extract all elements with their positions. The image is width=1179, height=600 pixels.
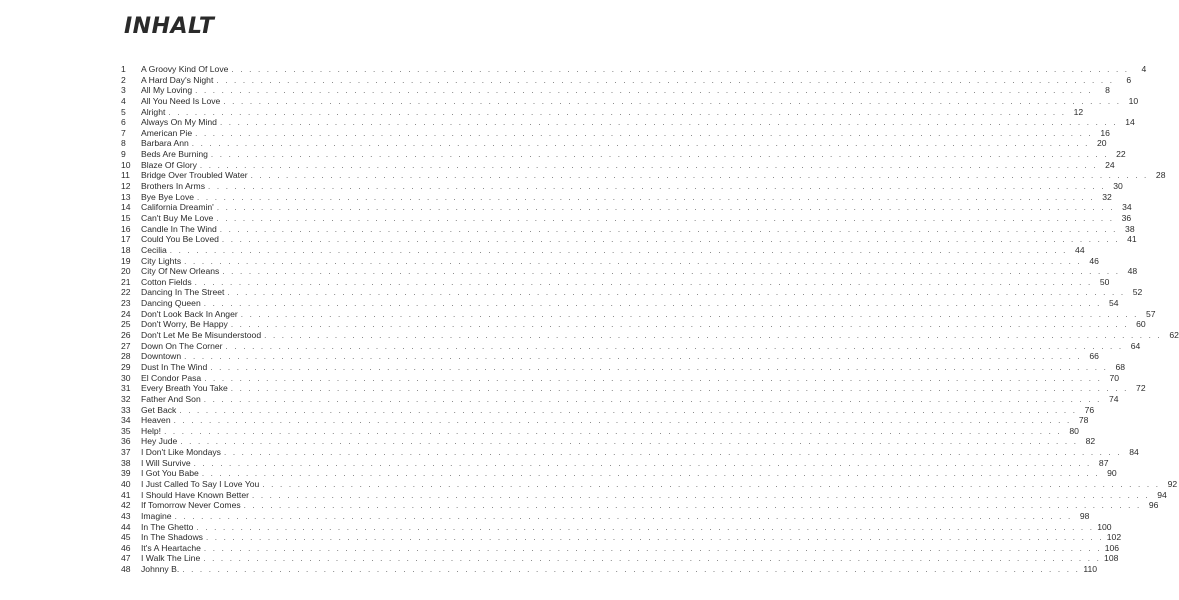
entry-number: 35 — [121, 425, 131, 436]
entry-number: 36 — [121, 436, 131, 447]
dot-leader: . . . . . . . . . . . . . . . . . . . . . . . . . . . . . . . . . . . . . . . . . . . . . . . . . . . . . . . . . . . . . . . . . . . . . . . . . . . . . . . . . . . . . . . . . . . . . . . . . . . . . . — [227, 288, 1126, 298]
entry-number: 2 — [121, 74, 126, 85]
entry-page-number: 102 — [1106, 532, 1122, 543]
entry-number: 31 — [121, 383, 131, 394]
dot-leader: . . . . . . . . . . . . . . . . . . . . . . . . . . . . . . . . . . . . . . . . . . . . . . . . . . . . . . . . . . . . . . . . . . . . . . . . . . . . . . . . . . . . . . . . . . . . . . . . . . . . . . — [231, 65, 1130, 74]
dot-leader: . . . . . . . . . . . . . . . . . . . . . . . . . . . . . . . . . . . . . . . . . . . . . . . . . . . . . . . . . . . . . . . . . . . . . . . . . . . . . . . . . . . . . . . . . . . . . . . . . . . . . . — [230, 320, 1129, 330]
entry-title: California Dreamin' — [141, 202, 214, 213]
entry-title: A Groovy Kind Of Love — [141, 64, 229, 74]
toc-entry — [121, 500, 1159, 511]
toc-entry — [121, 276, 1110, 288]
entry-page-number: 110 — [1083, 564, 1098, 575]
table-of-contents — [121, 64, 1179, 575]
entry-title: Candle In The Wind — [141, 223, 217, 234]
entry-title: Don't Worry, Be Happy — [141, 319, 228, 330]
dot-leader: . . . . . . . . . . . . . . . . . . . . . . . . . . . . . . . . . . . . . . . . . . . . . . . . . . . . . . . . . . . . . . . . . . . . . . . . . . . . . . . . . . . . . . . . . . . . . . . . . . . . . . — [195, 86, 1093, 96]
entry-page-number: 6 — [1126, 74, 1132, 85]
entry-number: 15 — [121, 212, 131, 223]
entry-title: I Walk The Line — [141, 553, 201, 564]
entry-title: Johnny B. — [141, 564, 180, 575]
entry-number: 13 — [121, 191, 131, 202]
toc-entry — [121, 393, 1119, 405]
dot-leader: . . . . . . . . . . . . . . . . . . . . . . . . . . . . . . . . . . . . . . . . . . . . . . . . . . . . . . . . . . . . . . . . . . . . . . . . . . . . . . . . . . . . . . . . . . . . . . . . . . . . . . — [208, 182, 1106, 192]
entry-number: 48 — [121, 564, 131, 575]
dot-leader: . . . . . . . . . . . . . . . . . . . . . . . . . . . . . . . . . . . . . . . . . . . . . . . . . . . . . . . . . . . . . . . . . . . . . . . . . . . . . . . . . . . . . . . . . . . . . . . . . . . . . . — [179, 405, 1078, 415]
entry-page-number: 38 — [1125, 223, 1135, 234]
entry-page-number: 80 — [1069, 425, 1079, 436]
toc-entry — [121, 159, 1115, 171]
entry-number: 40 — [121, 478, 131, 489]
entry-page-number: 106 — [1104, 542, 1120, 553]
toc-entry — [121, 191, 1112, 203]
entry-title: American Pie — [141, 127, 193, 138]
dot-leader: . . . . . . . . . . . . . . . . . . . . . . . . . . . . . . . . . . . . . . . . . . . . . . . . . . . . . . . . . . . . . . . . . . . . . . . . . . . . . . . . . . . . . . . . . . . . . . . . . . . . . . — [182, 565, 1081, 575]
toc-entry — [121, 138, 1107, 149]
entry-number: 19 — [121, 255, 131, 266]
dot-leader: . . . . . . . . . . . . . . . . . . . . . . . . . . . . . . . . . . . . . . . . . . . . . . . . . . . . . . . . . . . . . . . . . . . . . . . . . . . . . . . . . . . . . . . . . . . . . . . . . . . . . . — [225, 341, 1124, 351]
entry-page-number: 8 — [1105, 85, 1110, 96]
entry-title: I Just Called To Say I Love You — [141, 478, 260, 489]
entry-page-number: 28 — [1155, 170, 1166, 181]
dot-leader: . . . . . . . . . . . . . . . . . . . . . . . . . . . . . . . . . . . . . . . . . . . . . . . . . . . . . . . . . . . . . . . . . . . . . . . . . . . . . . . . . . . . . . . . . . . . . . . . . . . . . . — [221, 235, 1120, 245]
toc-entry — [121, 298, 1119, 309]
entry-page-number: 50 — [1099, 276, 1110, 287]
entry-title: Always On My Mind — [141, 117, 217, 128]
entry-page-number: 70 — [1109, 372, 1120, 383]
toc-entry — [121, 212, 1132, 224]
entry-number: 28 — [121, 351, 131, 362]
toc-entry — [121, 95, 1139, 107]
toc-entry — [121, 489, 1167, 501]
entry-page-number: 72 — [1136, 383, 1146, 394]
dot-leader: . . . . . . . . . . . . . . . . . . . . . . . . . . . . . . . . . . . . . . . . . . . . . . . . . . . . . . . . . . . . . . . . . . . . . . . . . . . . . . . . . . . . . . . . . . . . . . . . . . . . . . — [168, 107, 1067, 117]
dot-leader: . . . . . . . . . . . . . . . . . . . . . . . . . . . . . . . . . . . . . . . . . . . . . . . . . . . . . . . . . . . . . . . . . . . . . . . . . . . . . . . . . . . . . . . . . . . . . . . . . . . . . . — [223, 448, 1122, 458]
entry-page-number: 92 — [1167, 478, 1178, 489]
entry-page-number: 52 — [1132, 287, 1143, 298]
entry-title: Dust In The Wind — [141, 361, 208, 372]
toc-entry — [121, 117, 1135, 128]
dot-leader: . . . . . . . . . . . . . . . . . . . . . . . . . . . . . . . . . . . . . . . . . . . . . . . . . . . . . . . . . . . . . . . . . . . . . . . . . . . . . . . . . . . . . . . . . . . . . . . . . . . . . . — [180, 437, 1079, 447]
entry-number: 39 — [121, 468, 131, 479]
dot-leader: . . . . . . . . . . . . . . . . . . . . . . . . . . . . . . . . . . . . . . . . . . . . . . . . . . . . . . . . . . . . . . . . . . . . . . . . . . . . . . . . . . . . . . . . . . . . . . . . . . . . . . — [251, 490, 1150, 500]
entry-number: 14 — [121, 202, 131, 213]
entry-page-number: 4 — [1141, 64, 1147, 74]
entry-title: Blaze Of Glory — [141, 159, 197, 170]
toc-entry — [121, 372, 1120, 384]
dot-leader: . . . . . . . . . . . . . . . . . . . . . . . . . . . . . . . . . . . . . . . . . . . . . . . . . . . . . . . . . . . . . . . . . . . . . . . . . . . . . . . . . . . . . . . . . . . . . . . . . . . . . . — [196, 522, 1095, 532]
entry-page-number: 36 — [1121, 212, 1132, 223]
dot-leader: . . . . . . . . . . . . . . . . . . . . . . . . . . . . . . . . . . . . . . . . . . . . . . . . . . . . . . . . . . . . . . . . . . . . . . . . . . . . . . . . . . . . . . . . . . . . . . . . . . . . . . — [210, 150, 1109, 160]
dot-leader: . . . . . . . . . . . . . . . . . . . . . . . . . . . . . . . . . . . . . . . . . . . . . . . . . . . . . . . . . . . . . . . . . . . . . . . . . . . . . . . . . . . . . . . . . . . . . . . . . . . . . . — [203, 543, 1102, 553]
entry-page-number: 84 — [1129, 447, 1139, 458]
dot-leader: . . . . . . . . . . . . . . . . . . . . . . . . . . . . . . . . . . . . . . . . . . . . . . . . . . . . . . . . . . . . . . . . . . . . . . . . . . . . . . . . . . . . . . . . . . . . . . . . . . . . . . — [195, 128, 1093, 138]
dot-leader: . . . . . . . . . . . . . . . . . . . . . . . . . . . . . . . . . . . . . . . . . . . . . . . . . . . . . . . . . . . . . . . . . . . . . . . . . . . . . . . . . . . . . . . . . . . . . . . . . . . . . . — [203, 394, 1102, 404]
entry-page-number: 44 — [1075, 244, 1085, 255]
entry-title: Brothers In Arms — [141, 181, 205, 192]
entry-page-number: 76 — [1084, 404, 1095, 415]
entry-title: In The Shadows — [141, 532, 203, 543]
dot-leader: . . . . . . . . . . . . . . . . . . . . . . . . . . . . . . . . . . . . . . . . . . . . . . . . . . . . . . . . . . . . . . . . . . . . . . . . . . . . . . . . . . . . . . . . . . . . . . . . . . . . . . — [203, 299, 1102, 309]
dot-leader: . . . . . . . . . . . . . . . . . . . . . . . . . . . . . . . . . . . . . . . . . . . . . . . . . . . . . . . . . . . . . . . . . . . . . . . . . . . . . . . . . . . . . . . . . . . . . . . . . . . . . . — [184, 256, 1082, 266]
dot-leader: . . . . . . . . . . . . . . . . . . . . . . . . . . . . . . . . . . . . . . . . . . . . . . . . . . . . . . . . . . . . . . . . . . . . . . . . . . . . . . . . . . . . . . . . . . . . . . . . . . . . . . — [197, 192, 1095, 202]
dot-leader: . . . . . . . . . . . . . . . . . . . . . . . . . . . . . . . . . . . . . . . . . . . . . . . . . . . . . . . . . . . . . . . . . . . . . . . . . . . . . . . . . . . . . . . . . . . . . . . . . . . . . . — [174, 511, 1073, 521]
entry-title: Don't Look Back In Anger — [141, 308, 238, 319]
toc-entry — [121, 361, 1126, 373]
entry-page-number: 87 — [1098, 457, 1109, 468]
toc-entry — [121, 404, 1095, 416]
entry-number: 21 — [121, 276, 131, 287]
entry-title: I Got You Babe — [141, 468, 199, 479]
dot-leader: . . . . . . . . . . . . . . . . . . . . . . . . . . . . . . . . . . . . . . . . . . . . . . . . . . . . . . . . . . . . . . . . . . . . . . . . . . . . . . . . . . . . . . . . . . . . . . . . . . . . . . — [194, 277, 1093, 287]
entry-title: Bye Bye Love — [141, 191, 195, 202]
toc-entry — [121, 85, 1110, 96]
entry-page-number: 100 — [1097, 521, 1112, 532]
entry-number: 4 — [121, 95, 126, 106]
toc-entry — [121, 74, 1132, 86]
entry-page-number: 16 — [1100, 127, 1110, 138]
dot-leader: . . . . . . . . . . . . . . . . . . . . . . . . . . . . . . . . . . . . . . . . . . . . . . . . . . . . . . . . . . . . . . . . . . . . . . . . . . . . . . . . . . . . . . . . . . . . . . . . . . . . . . — [201, 469, 1100, 479]
entry-number: 45 — [121, 532, 131, 543]
entry-title: Help! — [141, 425, 162, 436]
entry-number: 32 — [121, 393, 131, 404]
entry-page-number: 32 — [1102, 191, 1112, 202]
entry-number: 47 — [121, 553, 131, 564]
entry-title: Bridge Over Troubled Water — [141, 170, 248, 181]
entry-title: In The Ghetto — [141, 521, 194, 532]
entry-number: 6 — [121, 117, 126, 128]
entry-page-number: 54 — [1108, 298, 1119, 309]
dot-leader: . . . . . . . . . . . . . . . . . . . . . . . . . . . . . . . . . . . . . . . . . . . . . . . . . . . . . . . . . . . . . . . . . . . . . . . . . . . . . . . . . . . . . . . . . . . . . . . . . . . . . . — [199, 160, 1098, 170]
entry-page-number: 66 — [1089, 351, 1099, 362]
entry-number: 22 — [121, 287, 131, 298]
dot-leader: . . . . . . . . . . . . . . . . . . . . . . . . . . . . . . . . . . . . . . . . . . . . . . . . . . . . . . . . . . . . . . . . . . . . . . . . . . . . . . . . . . . . . . . . . . . . . . . . . . . . . . — [210, 362, 1109, 372]
entry-title: Every Breath You Take — [141, 383, 228, 394]
entry-number: 10 — [121, 159, 131, 170]
entry-page-number: 94 — [1157, 489, 1167, 500]
entry-title: I Should Have Known Better — [141, 489, 249, 500]
entry-page-number: 34 — [1122, 202, 1132, 213]
entry-title: All My Loving — [141, 85, 193, 96]
entry-number: 42 — [121, 500, 131, 511]
entry-number: 7 — [121, 127, 126, 138]
entry-number: 1 — [121, 64, 126, 74]
dot-leader: . . . . . . . . . . . . . . . . . . . . . . . . . . . . . . . . . . . . . . . . . . . . . . . . . . . . . . . . . . . . . . . . . . . . . . . . . . . . . . . . . . . . . . . . . . . . . . . . . . . . . . — [264, 331, 1162, 341]
entry-title: Heaven — [141, 415, 171, 426]
dot-leader: . . . . . . . . . . . . . . . . . . . . . . . . . . . . . . . . . . . . . . . . . . . . . . . . . . . . . . . . . . . . . . . . . . . . . . . . . . . . . . . . . . . . . . . . . . . . . . . . . . . . . . — [240, 309, 1139, 319]
toc-entry — [121, 553, 1119, 564]
entry-number: 9 — [121, 149, 126, 160]
entry-number: 11 — [121, 170, 130, 181]
toc-entry — [121, 351, 1099, 362]
entry-title: Don't Let Me Be Misunderstood — [141, 330, 262, 341]
entry-number: 8 — [121, 138, 126, 149]
entry-number: 17 — [121, 234, 131, 245]
entry-number: 25 — [121, 319, 131, 330]
page-heading: INHALT — [124, 14, 215, 39]
entry-title: City Lights — [141, 255, 182, 266]
entry-title: Could You Be Loved — [141, 234, 219, 245]
entry-title: Barbara Ann — [141, 138, 189, 149]
dot-leader: . . . . . . . . . . . . . . . . . . . . . . . . . . . . . . . . . . . . . . . . . . . . . . . . . . . . . . . . . . . . . . . . . . . . . . . . . . . . . . . . . . . . . . . . . . . . . . . . . . . . . . — [219, 118, 1118, 128]
dot-leader: . . . . . . . . . . . . . . . . . . . . . . . . . . . . . . . . . . . . . . . . . . . . . . . . . . . . . . . . . . . . . . . . . . . . . . . . . . . . . . . . . . . . . . . . . . . . . . . . . . . . . . — [262, 479, 1161, 489]
entry-title: I Don't Like Mondays — [141, 447, 221, 458]
entry-number: 41 — [121, 489, 131, 500]
entry-number: 44 — [121, 521, 131, 532]
entry-title: A Hard Day's Night — [141, 74, 214, 85]
entry-title: Get Back — [141, 404, 177, 415]
toc-entry — [121, 478, 1178, 490]
toc-entry — [121, 287, 1143, 298]
toc-entry — [121, 425, 1079, 437]
entry-number: 30 — [121, 372, 131, 383]
entry-number: 46 — [121, 542, 131, 553]
entry-number: 43 — [121, 510, 131, 521]
dot-leader: . . . . . . . . . . . . . . . . . . . . . . . . . . . . . . . . . . . . . . . . . . . . . . . . . . . . . . . . . . . . . . . . . . . . . . . . . . . . . . . . . . . . . . . . . . . . . . . . . . . . . . — [250, 171, 1149, 181]
dot-leader: . . . . . . . . . . . . . . . . . . . . . . . . . . . . . . . . . . . . . . . . . . . . . . . . . . . . . . . . . . . . . . . . . . . . . . . . . . . . . . . . . . . . . . . . . . . . . . . . . . . . . . — [204, 373, 1103, 383]
entry-page-number: 90 — [1107, 468, 1117, 479]
entry-number: 33 — [121, 404, 131, 415]
toc-entry — [121, 415, 1089, 426]
entry-title: Dancing In The Street — [141, 287, 225, 298]
dot-leader: . . . . . . . . . . . . . . . . . . . . . . . . . . . . . . . . . . . . . . . . . . . . . . . . . . . . . . . . . . . . . . . . . . . . . . . . . . . . . . . . . . . . . . . . . . . . . . . . . . . . . . — [173, 416, 1072, 426]
toc-entry — [121, 340, 1141, 352]
dot-leader: . . . . . . . . . . . . . . . . . . . . . . . . . . . . . . . . . . . . . . . . . . . . . . . . . . . . . . . . . . . . . . . . . . . . . . . . . . . . . . . . . . . . . . . . . . . . . . . . . . . . . . — [184, 352, 1082, 362]
entry-number: 34 — [121, 415, 131, 426]
entry-title: Cotton Fields — [141, 276, 192, 287]
toc-entry — [121, 510, 1090, 522]
entry-number: 23 — [121, 298, 131, 309]
toc-entry — [121, 64, 1147, 75]
dot-leader: . . . . . . . . . . . . . . . . . . . . . . . . . . . . . . . . . . . . . . . . . . . . . . . . . . . . . . . . . . . . . . . . . . . . . . . . . . . . . . . . . . . . . . . . . . . . . . . . . . . . . . — [219, 224, 1118, 234]
toc-entry — [121, 330, 1179, 341]
entry-title: Alright — [141, 106, 166, 117]
dot-leader: . . . . . . . . . . . . . . . . . . . . . . . . . . . . . . . . . . . . . . . . . . . . . . . . . . . . . . . . . . . . . . . . . . . . . . . . . . . . . . . . . . . . . . . . . . . . . . . . . . . . . . — [203, 554, 1102, 564]
entry-number: 18 — [121, 244, 131, 255]
toc-entry — [121, 447, 1139, 458]
toc-entry — [121, 542, 1120, 554]
toc-entry — [121, 234, 1137, 245]
toc-entry — [121, 181, 1123, 192]
toc-entry — [121, 202, 1132, 213]
entry-page-number: 78 — [1078, 415, 1089, 426]
toc-entry — [121, 436, 1096, 447]
entry-title: Downtown — [141, 351, 182, 362]
toc-entry — [121, 468, 1117, 479]
entry-page-number: 22 — [1116, 149, 1126, 160]
entry-number: 3 — [121, 85, 126, 96]
entry-title: Can't Buy Me Love — [141, 212, 214, 223]
dot-leader: . . . . . . . . . . . . . . . . . . . . . . . . . . . . . . . . . . . . . . . . . . . . . . . . . . . . . . . . . . . . . . . . . . . . . . . . . . . . . . . . . . . . . . . . . . . . . . . . . . . . . . — [205, 533, 1104, 543]
toc-entry — [121, 106, 1084, 118]
entry-page-number: 108 — [1104, 553, 1119, 564]
entry-page-number: 74 — [1108, 393, 1119, 404]
entry-title: Dancing Queen — [141, 298, 201, 309]
dot-leader: . . . . . . . . . . . . . . . . . . . . . . . . . . . . . . . . . . . . . . . . . . . . . . . . . . . . . . . . . . . . . . . . . . . . . . . . . . . . . . . . . . . . . . . . . . . . . . . . . . . . . . — [216, 75, 1115, 85]
entry-number: 29 — [121, 361, 131, 372]
entry-title: Imagine — [141, 510, 172, 521]
entry-title: If Tomorrow Never Comes — [141, 500, 241, 511]
entry-number: 38 — [121, 457, 131, 468]
entry-page-number: 64 — [1130, 340, 1141, 351]
toc-entry — [121, 244, 1085, 256]
entry-page-number: 24 — [1105, 159, 1115, 170]
entry-page-number: 60 — [1136, 319, 1146, 330]
entry-title: Father And Son — [141, 393, 201, 404]
toc-entry — [121, 521, 1112, 533]
entry-page-number: 98 — [1079, 510, 1090, 521]
entry-page-number: 10 — [1128, 95, 1139, 106]
entry-title: Beds Are Burning — [141, 149, 208, 160]
dot-leader: . . . . . . . . . . . . . . . . . . . . . . . . . . . . . . . . . . . . . . . . . . . . . . . . . . . . . . . . . . . . . . . . . . . . . . . . . . . . . . . . . . . . . . . . . . . . . . . . . . . . . . — [169, 245, 1068, 255]
entry-page-number: 30 — [1113, 181, 1123, 192]
dot-leader: . . . . . . . . . . . . . . . . . . . . . . . . . . . . . . . . . . . . . . . . . . . . . . . . . . . . . . . . . . . . . . . . . . . . . . . . . . . . . . . . . . . . . . . . . . . . . . . . . . . . . . — [164, 426, 1062, 436]
toc-entry — [121, 319, 1146, 330]
entry-number: 24 — [121, 308, 131, 319]
dot-leader: . . . . . . . . . . . . . . . . . . . . . . . . . . . . . . . . . . . . . . . . . . . . . . . . . . . . . . . . . . . . . . . . . . . . . . . . . . . . . . . . . . . . . . . . . . . . . . . . . . . . . . — [191, 139, 1090, 149]
entry-page-number: 41 — [1127, 234, 1137, 245]
entry-page-number: 96 — [1148, 500, 1159, 511]
entry-page-number: 48 — [1127, 266, 1138, 277]
entry-title: El Condor Pasa — [141, 372, 202, 383]
entry-title: Down On The Corner — [141, 340, 223, 351]
entry-number: 12 — [121, 181, 131, 192]
toc-entry — [121, 532, 1122, 543]
entry-page-number: 62 — [1169, 330, 1179, 341]
dot-leader: . . . . . . . . . . . . . . . . . . . . . . . . . . . . . . . . . . . . . . . . . . . . . . . . . . . . . . . . . . . . . . . . . . . . . . . . . . . . . . . . . . . . . . . . . . . . . . . . . . . . . . — [216, 203, 1115, 213]
dot-leader: . . . . . . . . . . . . . . . . . . . . . . . . . . . . . . . . . . . . . . . . . . . . . . . . . . . . . . . . . . . . . . . . . . . . . . . . . . . . . . . . . . . . . . . . . . . . . . . . . . . . . . — [230, 384, 1129, 394]
toc-entry — [121, 383, 1146, 394]
entry-page-number: 82 — [1085, 436, 1096, 447]
toc-entry — [121, 149, 1126, 160]
dot-leader: . . . . . . . . . . . . . . . . . . . . . . . . . . . . . . . . . . . . . . . . . . . . . . . . . . . . . . . . . . . . . . . . . . . . . . . . . . . . . . . . . . . . . . . . . . . . . . . . . . . . . . — [243, 501, 1142, 511]
toc-entry — [121, 255, 1099, 267]
toc-entry — [121, 127, 1110, 139]
toc-entry — [121, 457, 1109, 469]
entry-title: Hey Jude — [141, 436, 178, 447]
entry-number: 5 — [121, 106, 126, 117]
toc-entry — [121, 266, 1138, 277]
dot-leader: . . . . . . . . . . . . . . . . . . . . . . . . . . . . . . . . . . . . . . . . . . . . . . . . . . . . . . . . . . . . . . . . . . . . . . . . . . . . . . . . . . . . . . . . . . . . . . . . . . . . . . — [193, 458, 1092, 468]
dot-leader: . . . . . . . . . . . . . . . . . . . . . . . . . . . . . . . . . . . . . . . . . . . . . . . . . . . . . . . . . . . . . . . . . . . . . . . . . . . . . . . . . . . . . . . . . . . . . . . . . . . . . . — [223, 96, 1122, 106]
dot-leader: . . . . . . . . . . . . . . . . . . . . . . . . . . . . . . . . . . . . . . . . . . . . . . . . . . . . . . . . . . . . . . . . . . . . . . . . . . . . . . . . . . . . . . . . . . . . . . . . . . . . . . — [216, 213, 1115, 223]
entry-title: Cecilia — [141, 244, 167, 255]
toc-entry — [121, 308, 1156, 320]
entry-number: 20 — [121, 266, 131, 277]
entry-number: 16 — [121, 223, 131, 234]
entry-page-number: 12 — [1073, 106, 1084, 117]
entry-title: City Of New Orleans — [141, 266, 220, 277]
entry-title: It's A Heartache — [141, 542, 201, 553]
toc-entry — [121, 223, 1135, 235]
entry-number: 27 — [121, 340, 131, 351]
entry-page-number: 20 — [1097, 138, 1107, 149]
entry-page-number: 14 — [1125, 117, 1135, 128]
entry-page-number: 57 — [1145, 308, 1156, 319]
entry-number: 26 — [121, 330, 131, 341]
entry-title: I Will Survive — [141, 457, 191, 468]
dot-leader: . . . . . . . . . . . . . . . . . . . . . . . . . . . . . . . . . . . . . . . . . . . . . . . . . . . . . . . . . . . . . . . . . . . . . . . . . . . . . . . . . . . . . . . . . . . . . . . . . . . . . . — [222, 267, 1121, 277]
toc-entry — [121, 170, 1166, 181]
toc-entry — [121, 564, 1098, 575]
entry-number: 37 — [121, 447, 131, 458]
entry-page-number: 68 — [1115, 361, 1126, 372]
entry-page-number: 46 — [1089, 255, 1099, 266]
entry-title: All You Need Is Love — [141, 95, 221, 106]
